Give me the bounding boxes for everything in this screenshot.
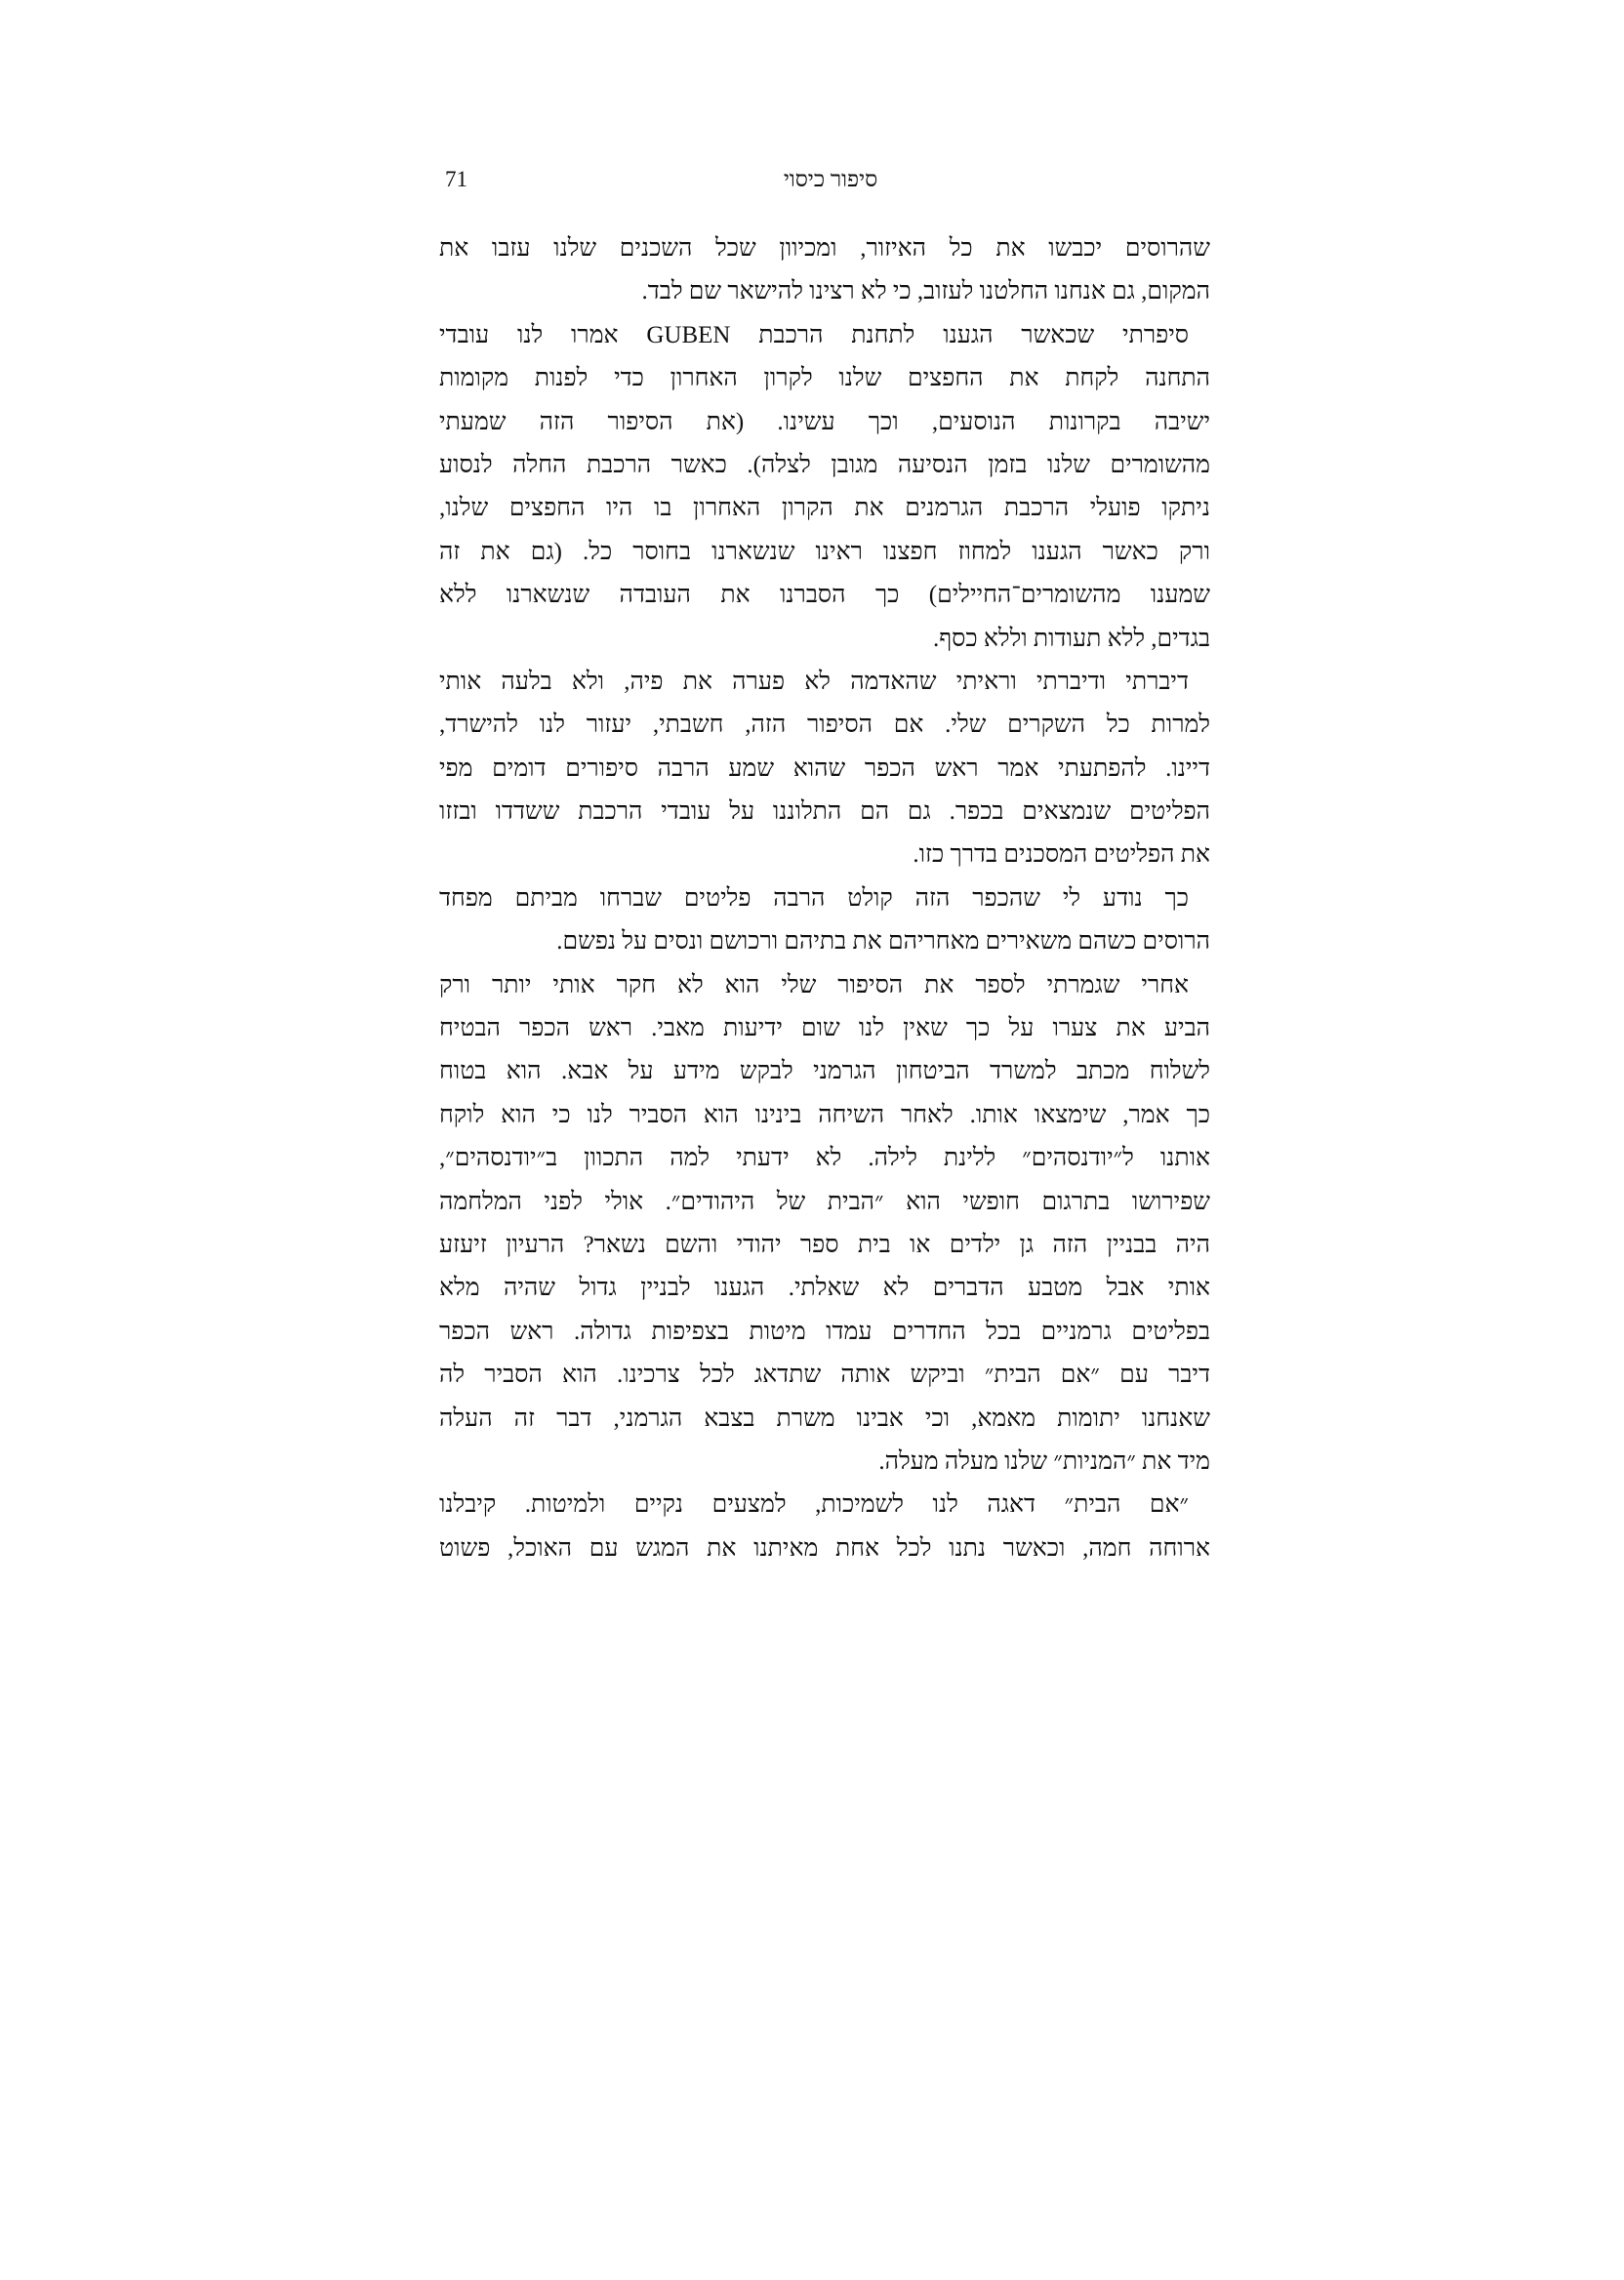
text-line: סיפרתי שכאשר הגענו לתחנת הרכבת GUBEN אמרו לנו עובדי — [439, 321, 1189, 348]
text-line: שהרוסים יכבשו את כל האיזור, ומכיוון שכל השכנים שלנו עזבו את — [439, 235, 1210, 262]
text-line: שמענו מהשומרים־החיילים) כך הסברנו את העובדה שנשארנו ללא — [439, 582, 1210, 609]
text-line: הפליטים שנמצאים בכפר. גם הם התלוננו על עובדי הרכבת ששדדו ובזזו — [439, 798, 1210, 826]
text-line: דיברתי ודיברתי וראיתי שהאדמה לא פערה את פיה, ולא בלעה אותי — [439, 668, 1189, 695]
text-line: התחנה לקחת את החפצים שלנו לקרון האחרון כדי לפנות מקומות — [439, 365, 1210, 392]
text-line: כך אמר, שימצאו אותו. לאחר השיחה בינינו הוא הסביר לנו כי הוא לוקח — [439, 1101, 1210, 1128]
text-line: הרוסים כשהם משאירים מאחריהם את בתיהם ורכושם ונסים על נפשם. — [556, 928, 1210, 956]
text-line: דיבר עם ״אם הבית״ וביקש אותה שתדאג לכל צרכינו. הוא הסביר לה — [439, 1362, 1210, 1389]
text-line: למרות כל השקרים שלי. אם הסיפור הזה, חשבתי, יעזור לנו להישרד, — [439, 712, 1210, 739]
text-line: דיינו. להפתעתי אמר ראש הכפר שהוא שמע הרבה סיפורים דומים מפי — [439, 754, 1210, 782]
text-line: ״אם הבית״ דאגה לנו לשמיכות, למצעים נקיים ולמיטות. קיבלנו — [439, 1491, 1189, 1519]
text-line: את הפליטים המסכנים בדרך כזו. — [913, 841, 1210, 869]
text-line: מיד את ״המניות״ שלנו מעלה מעלה. — [878, 1447, 1210, 1475]
body-text — [439, 227, 1210, 1570]
text-line: אחרי שגמרתי לספר את הסיפור שלי הוא לא חקר אותי יותר ורק — [439, 971, 1189, 998]
text-line: ארוחה חמה, וכאשר נתנו לכל אחת מאיתנו את המגש עם האוכל, פשוט — [439, 1534, 1210, 1562]
book-title: סיפור כיסוי — [783, 167, 878, 191]
text-line: אותנו ל״יודנסהים״ ללינת לילה. לא ידעתי למה התכוון ב״יודנסהים״, — [439, 1145, 1210, 1172]
text-line: לשלוח מכתב למשרד הביטחון הגרמני לבקש מידע על אבא. הוא בטוח — [439, 1058, 1210, 1085]
running-head — [445, 160, 1216, 199]
page-number: 71 — [445, 167, 467, 191]
text-line: מהשומרים שלנו בזמן הנסיעה מגובן לצלה). כאשר הרכבת החלה לנסוע — [439, 451, 1210, 478]
text-line: היה בבניין הזה גן ילדים או בית ספר יהודי והשם נשאר? הרעיון זיעזע — [439, 1231, 1210, 1258]
text-line: אותי אבל מטבע הדברים לא שאלתי. הגענו לבניין גדול שהיה מלא — [439, 1275, 1210, 1302]
text-line: ניתקו פועלי הרכבת הגרמנים את הקרון האחרון בו היו החפצים שלנו, — [439, 495, 1210, 522]
text-line: שאנחנו יתומות מאמא, וכי אבינו משרת בצבא הגרמני, דבר זה העלה — [439, 1405, 1210, 1432]
text-line: בגדים, ללא תעודות וללא כסף. — [932, 625, 1210, 652]
text-line: המקום, גם אנחנו החלטנו לעזוב, כי לא רצינו להישאר שם לבד. — [641, 278, 1210, 305]
text-line: ישיבה בקרונות הנוסעים, וכך עשינו. (את הסיפור הזה שמעתי — [439, 408, 1210, 435]
text-line: כך נודע לי שהכפר הזה קולט הרבה פליטים שברחו מביתם מפחד — [439, 884, 1189, 912]
text-line: ורק כאשר הגענו למחוז חפצנו ראינו שנשארנו בחוסר כל. (גם את זה — [439, 538, 1210, 565]
text-line: בפליטים גרמניים בכל החדרים עמדו מיטות בצפיפות גדולה. ראש הכפר — [439, 1318, 1210, 1345]
text-line: שפירושו בתרגום חופשי הוא ״הבית של היהודים״. אולי לפני המלחמה — [439, 1188, 1210, 1215]
text-line: הביע את צערו על כך שאין לנו שום ידיעות מאבי. ראש הכפר הבטיח — [439, 1015, 1210, 1042]
